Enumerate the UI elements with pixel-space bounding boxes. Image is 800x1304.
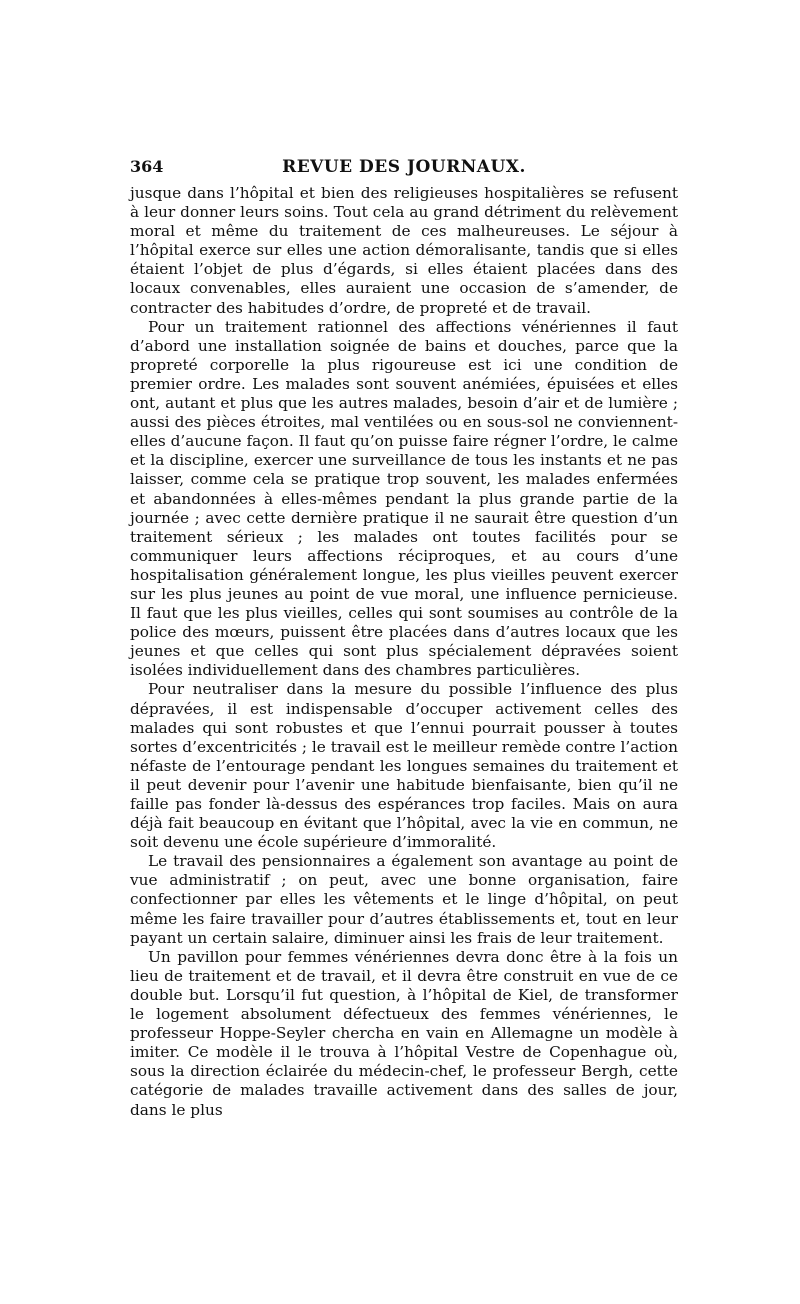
paragraph-4: Le travail des pensionnaires a également son avantage au point de vue administratif ; on peut, avec une bonne organisation, faire confectionner par elles les vêtements et le linge d’hôpital, on peut même les faire travailler pour d’autres établissements et, tout en leur payant un certain salaire, diminuer ainsi les frais de leur traitement.: [130, 852, 678, 947]
paragraph-5: Un pavillon pour femmes vénériennes devra donc être à la fois un lieu de traitement et de travail, et il devra être construit en vue de ce double but. Lorsqu’il fut question, à l’hôpital de Kiel, de transformer le logement absolument défectueux des femmes vénériennes, le professeur Hoppe-Seyler chercha en vain en Allemagne un modèle à imiter. Ce modèle il le trouva à l’hôpital Vestre de Copenhague où, sous la direction éclairée du médecin-chef, le professeur Bergh, cette catégorie de malades travaille activement dans des salles de jour, dans le plus: [130, 947, 678, 1119]
page-header: [130, 157, 678, 179]
paragraph-1: jusque dans l’hôpital et bien des religieuses hospitalières se refusent à leur donner leurs soins. Tout cela au grand détriment du relèvement moral et même du traitement de ces malheureuses. Le séjour à l’hôpital exerce sur elles une action démoralisante, tandis que si elles étaient l’objet de plus d’égards, si elles étaient placées dans des locaux convenables, elles auraient une occasion de s’amender, de contracter des habitudes d’ordre, de propreté et de travail.: [130, 184, 678, 317]
paragraph-2: Pour un traitement rationnel des affections vénériennes il faut d’abord une installation soignée de bains et douches, parce que la propreté corporelle la plus rigoureuse est ici une condition de premier ordre. Les malades sont souvent anémiées, épuisées et elles ont, autant et plus que les autres malades, besoin d’air et de lumière ; aussi des pièces étroites, mal ventilées ou en sous-sol ne conviennent-elles d’aucune façon. Il faut qu’on puisse faire régner l’ordre, le calme et la discipline, exercer une surveillance de tous les instants et ne pas laisser, comme cela se pratique trop souvent, les malades enfermées et abandonnées à elles-mêmes pendant la plus grande partie de la journée ; avec cette dernière pratique il ne saurait être question d’un traitement sérieux ; les malades ont toutes facilités pour se communiquer leurs affections réciproques, et au cours d’une hospitalisation généralement longue, les plus vieilles peuvent exercer sur les plus jeunes au point de vue moral, une influence pernicieuse. Il faut que les plus vieilles, celles qui sont soumises au contrôle de la police des mœurs, puissent être placées dans d’autres locaux que les jeunes et que celles qui sont plus spécialement dépravées soient isolées individuellement dans des chambres particulières.: [130, 317, 678, 680]
paragraph-3: Pour neutraliser dans la mesure du possible l’influence des plus dépravées, il est indispensable d’occuper activement celles des malades qui sont robustes et que l’ennui pourrait pousser à toutes sortes d’excentricités ; le travail est le meilleur remède contre l’action néfaste de l’entourage pendant les longues semaines du traitement et il peut devenir pour l’avenir une habitude bienfaisante, bien qu’il ne faille pas fonder là-dessus des espérances trop faciles. Mais on aura déjà fait beaucoup en évitant que l’hôpital, avec la vie en commun, ne soit devenu une école supérieure d’immoralité.: [130, 680, 678, 852]
running-title: REVUE DES JOURNAUX.: [282, 157, 526, 177]
article-body: [130, 184, 678, 1120]
page-number: 364: [130, 157, 164, 176]
